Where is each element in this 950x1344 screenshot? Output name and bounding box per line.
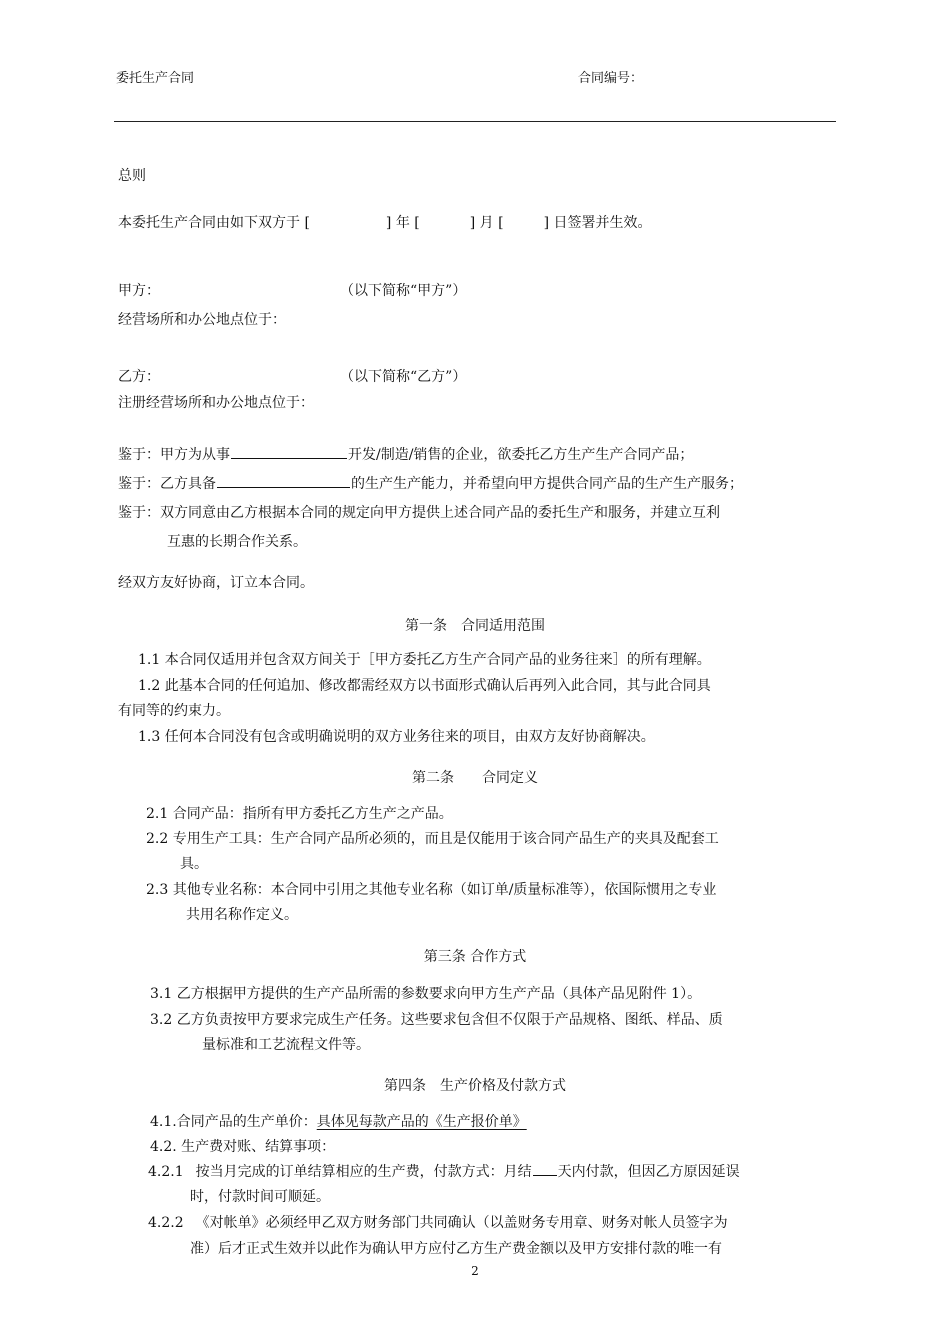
header-contract-title: 委托生产合同 <box>116 71 195 86</box>
clause-4-2-1-number: 4.2.1 <box>148 1164 184 1180</box>
clause-2-1: 2.1 合同产品：指所有甲方委托乙方生产之产品。 <box>146 806 453 822</box>
whereas-1-suffix: 开发/制造/销售的企业，欲委托乙方生产生产合同产品； <box>348 447 694 463</box>
whereas-clause-3-line2: 互惠的长期合作关系。 <box>167 534 307 550</box>
whereas-clause-3-line1: 鉴于：双方同意由乙方根据本合同的规定向甲方提供上述合同产品的委托生产和服务，并建立互利 <box>118 505 720 521</box>
clause-3-2-line1: 3.2 乙方负责按甲方要求完成生产任务。这些要求包含但不仅限于产品规格、图纸、样品、质 <box>150 1012 723 1028</box>
clause-1-2-line2: 有同等的约束力。 <box>118 703 230 719</box>
whereas-2-blank <box>217 486 350 488</box>
clause-1-2-line1: 1.2 此基本合同的任何追加、修改都需经双方以书面形式确认后再列入此合同，其与此合同具 <box>138 678 711 694</box>
article-4-title: 第四条 生产价格及付款方式 <box>384 1078 566 1094</box>
article-2-title: 第二条 合同定义 <box>412 770 538 786</box>
whereas-1-blank <box>231 457 347 459</box>
whereas-1-prefix: 鉴于：甲方为从事 <box>118 447 230 463</box>
header-divider <box>114 121 836 122</box>
clause-4-2-1-line1 <box>148 1165 740 1179</box>
party-b-address: 注册经营场所和办公地点位于： <box>118 395 314 411</box>
party-b-short-name: （以下简称“乙方”） <box>340 369 467 385</box>
whereas-2-suffix: 的生产生产能力，并希望向甲方提供合同产品的生产生产服务； <box>351 476 743 492</box>
signing-prefix: 本委托生产合同由如下双方于 [ <box>118 215 310 231</box>
party-b-label: 乙方： <box>118 369 160 385</box>
clause-4-1-value: 具体见每款产品的《生产报价单》 <box>316 1114 527 1130</box>
party-a-address: 经营场所和办公地点位于： <box>118 312 286 328</box>
clause-2-2-line1: 2.2 专用生产工具：生产合同产品所必须的，而且是仅能用于该合同产品生产的夹具及配套工 <box>146 831 719 847</box>
section-general-heading: 总则 <box>118 168 146 184</box>
signing-month: ] 月 [ <box>469 215 504 231</box>
clause-4-1 <box>150 1115 527 1129</box>
whereas-clause-2 <box>118 477 743 491</box>
party-a-label: 甲方： <box>118 283 160 299</box>
article-3-title: 第三条 合作方式 <box>423 949 527 965</box>
clause-2-3-line1: 2.3 其他专业名称：本合同中引用之其他专业名称（如订单/质量标准等），依国际惯用之专业 <box>146 882 717 898</box>
page-number: 2 <box>471 1264 479 1278</box>
clause-4-2-2-text: 《对帐单》必须经甲乙双方财务部门共同确认（以盖财务专用章、财务对帐人员签字为 <box>195 1215 728 1231</box>
clause-4-2-1-days-blank <box>533 1174 557 1176</box>
article-1-title: 第一条 合同适用范围 <box>405 618 545 634</box>
clause-4-2-1-tail: 天内付款，但因乙方原因延误 <box>557 1164 740 1180</box>
signing-year: ] 年 [ <box>385 215 420 231</box>
header-contract-number-label: 合同编号： <box>578 71 644 86</box>
clause-4-2-2-line2: 准）后才正式生效并以此作为确认甲方应付乙方生产费金额以及甲方安排付款的唯一有 <box>190 1241 722 1257</box>
conclusion-text: 经双方友好协商，订立本合同。 <box>118 575 314 591</box>
clause-3-2-line2: 量标准和工艺流程文件等。 <box>202 1037 370 1053</box>
clause-2-3-line2: 共用名称作定义。 <box>186 907 298 923</box>
clause-4-2-2-number: 4.2.2 <box>148 1215 184 1231</box>
clause-4-2-1-line2: 时，付款时间可顺延。 <box>190 1189 330 1205</box>
clause-2-2-line2: 具。 <box>180 856 208 872</box>
signing-day: ] 日签署并生效。 <box>543 215 652 231</box>
clause-1-3: 1.3 任何本合同没有包含或明确说明的双方业务往来的项目，由双方友好协商解决。 <box>138 729 655 745</box>
clause-1-1: 1.1 本合同仅适用并包含双方间关于［甲方委托乙方生产合同产品的业务往来］的所有理解。 <box>138 652 711 668</box>
clause-4-2-2-line1 <box>148 1216 728 1230</box>
signing-date-line <box>118 216 652 230</box>
clause-4-1-label: 4.1.合同产品的生产单价： <box>150 1114 317 1130</box>
clause-4-2-1-text: 按当月完成的订单结算相应的生产费，付款方式：月结 <box>195 1164 532 1180</box>
clause-3-1: 3.1 乙方根据甲方提供的生产产品所需的参数要求向甲方生产产品（具体产品见附件 1）。 <box>150 986 702 1002</box>
whereas-clause-1 <box>118 448 693 462</box>
party-a-short-name: （以下简称“甲方”） <box>340 283 467 299</box>
clause-4-2: 4.2. 生产费对账、结算事项： <box>150 1139 336 1155</box>
whereas-2-prefix: 鉴于：乙方具备 <box>118 476 216 492</box>
